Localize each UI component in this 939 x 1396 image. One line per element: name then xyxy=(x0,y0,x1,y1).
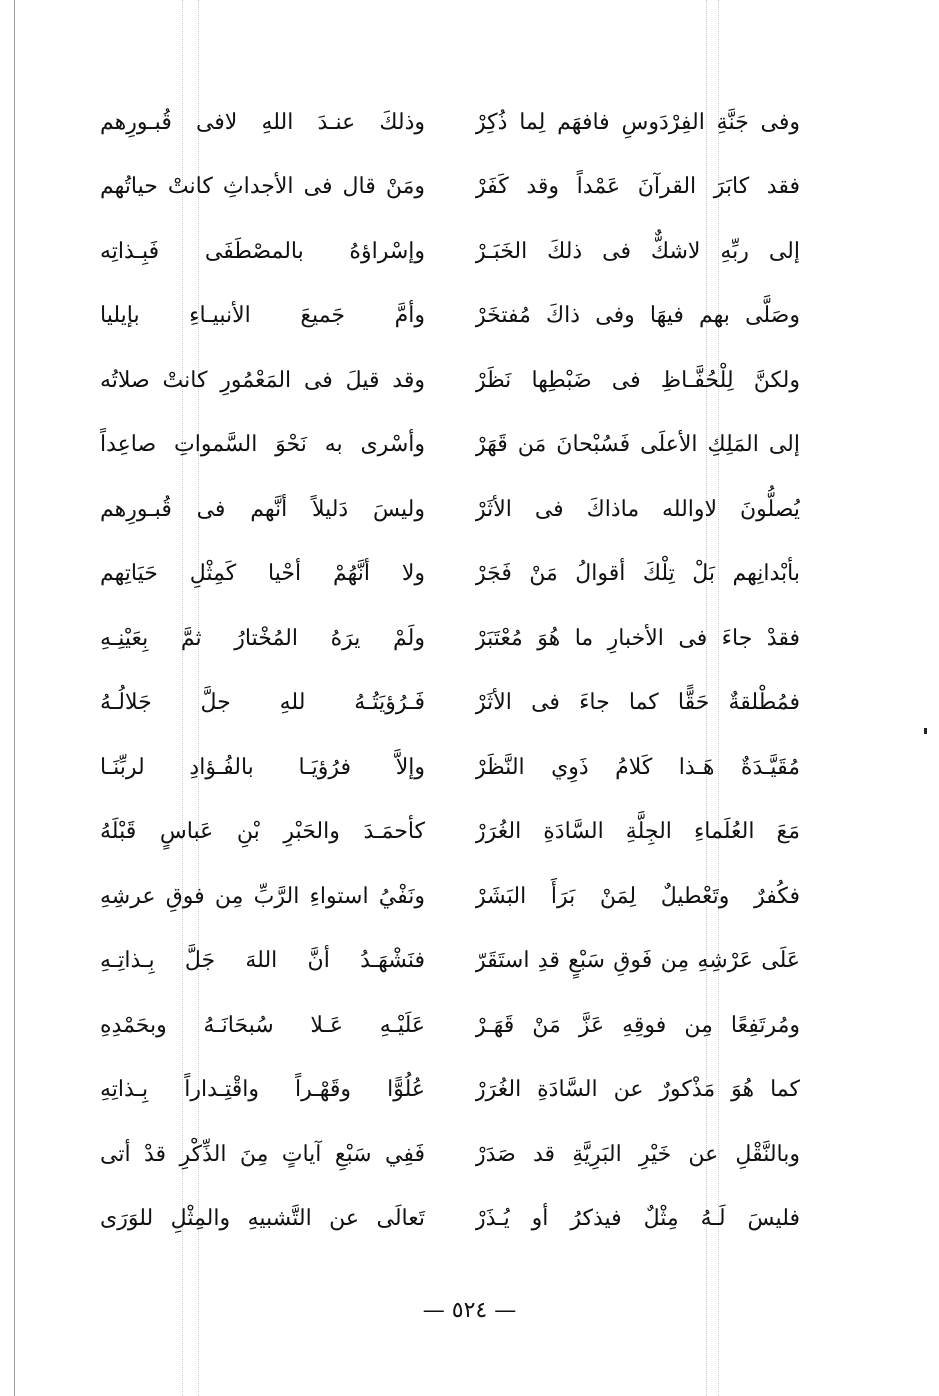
verse-right-hemistich: ومَنْ قال فى الأجداثِ كانتْ حياتُهم xyxy=(100,174,425,200)
verse-right-hemistich: وأسْرى به نَحْوَ السَّمواتِ صاعِداً xyxy=(100,432,425,458)
verse-left-hemistich: وصَلَّى بهم فيهَا وفى ذاكَ مُفتخَرْ xyxy=(475,303,800,329)
verse-right-hemistich: فَـرُؤيَتُـهُ للهِ جلَّ جَلالُـهُ xyxy=(100,690,425,716)
verse-right-hemistich: ونَفْيُ استواءِ الرَّبِّ مِن فوقِ عرشِهِ xyxy=(100,883,425,909)
verse-line xyxy=(100,934,800,988)
verse-line xyxy=(100,870,800,924)
scan-edge-line xyxy=(14,0,15,1396)
verse-right-hemistich: ولَمْ يرَهُ المُخْتارُ ثمَّ بِعَيْنِـهِ xyxy=(100,625,425,651)
verse-line xyxy=(100,225,800,279)
verse-line xyxy=(100,676,800,730)
verse-left-hemistich: يُصلُّونَ لاوالله ماذاكَ فى الأثَرْ xyxy=(475,496,800,522)
verse-line xyxy=(100,999,800,1053)
verse-line xyxy=(100,96,800,150)
verse-right-hemistich: تَعالَى عن التَّشبيهِ والمِثْلِ للوَرَى xyxy=(100,1205,425,1231)
verse-left-hemistich: فقدْ جاءَ فى الأخبارِ ما هُوَ مُعْتَبَرْ xyxy=(475,625,800,651)
verse-line xyxy=(100,483,800,537)
verse-right-hemistich: عَلَيْـهِ عَـلا سُبحَانَـهُ وبحَمْدِهِ xyxy=(100,1012,425,1038)
verse-left-hemistich: وبالنَّقْلِ عن خَيْرِ البَرِيَّةِ قد صَدَرْ xyxy=(475,1141,800,1167)
verse-line xyxy=(100,741,800,795)
verse-right-hemistich: وأمَّ جَميعَ الأنبيـاءِ بإيليا xyxy=(100,303,425,329)
verse-right-hemistich: كأحمَـدَ والحَبْرِ بْنِ عَباسٍ قَبْلَهُ xyxy=(100,819,425,845)
verse-right-hemistich: وليسَ دَليلاً أنَّهم فى قُبـورِهم xyxy=(100,496,425,522)
verse-right-hemistich: فنَشْهَـدُ أنَّ اللهَ جَلَّ بِـذاتِـهِ xyxy=(100,948,425,974)
verse-right-hemistich: وقد قيلَ فى المَعْمُورِ كانتْ صلاتُه xyxy=(100,367,425,393)
verse-left-hemistich: فكُفرٌ وتَعْطيلٌ لِمَنْ بَرَأَ البَشَرْ xyxy=(475,883,800,909)
verse-right-hemistich: ولا أنَّهُمْ أحْيا كَمِثْلِ حَيَاتِهم xyxy=(100,561,425,587)
verse-left-hemistich: مُقَيَّـدَةٌ هَـذا كَلامُ ذَوِي النَّظَرْ xyxy=(475,754,800,780)
verse-left-hemistich: وفى جَنَّةِ الفِرْدَوسِ فافهَم لِما ذُكِرْ xyxy=(475,110,800,135)
verse-right-hemistich: عُلُوًّا وقَهْـراً واقْتِـداراً بِـذاتِهِ xyxy=(100,1077,425,1103)
verse-right-hemistich: وإسْراؤهُ بالمصْطَفَى فَبِـذاتِه xyxy=(100,238,425,264)
verse-line xyxy=(100,1128,800,1182)
verse-line xyxy=(100,160,800,214)
verse-right-hemistich: وإلاَّ فرُؤيَـا بالفُـؤادِ لربِّنَـا xyxy=(100,754,425,780)
verse-left-hemistich: إلى المَلِكِ الأعلَى فَسُبْحانَ مَن قَهَرْ xyxy=(475,432,800,458)
page-number: — ٥٢٤ — xyxy=(422,1298,517,1323)
verse-left-hemistich: بأبْدانِهم بَلْ تِلْكَ أقوالُ مَنْ فَجَرْ xyxy=(475,561,800,587)
verse-line xyxy=(100,1192,800,1246)
verse-left-hemistich: عَلَى عَرْشِهِ مِن فَوقِ سَبْعٍ قدِ استَقَرّ xyxy=(475,948,800,974)
verse-line xyxy=(100,805,800,859)
verse-left-hemistich: فقد كابَرَ القرآنَ عَمْداً وقد كَفَرْ xyxy=(475,174,800,200)
verse-line xyxy=(100,547,800,601)
verse-left-hemistich: مَعَ العُلَماءِ الجِلَّةِ السَّادَةِ الغُرَرْ xyxy=(475,819,800,845)
verse-left-hemistich: إلى ربِّهِ لاشكٌّ فى ذلكَ الخَبَـرْ xyxy=(475,238,800,264)
verse-line xyxy=(100,418,800,472)
verse-right-hemistich: فَفِي سَبْعِ آياتٍ مِنَ الذِّكْرِ قدْ أتى xyxy=(100,1141,425,1167)
verse-left-hemistich: ومُرتَفِعًا مِن فوقِهِ عَزَّ مَنْ قَهَـرْ xyxy=(475,1012,800,1038)
verse-line xyxy=(100,612,800,666)
verse-left-hemistich: فمُطْلقةٌ حَقًّا كما جاءَ فى الأثَرْ xyxy=(475,690,800,716)
poem-body xyxy=(100,96,800,1246)
verse-line xyxy=(100,289,800,343)
verse-line xyxy=(100,354,800,408)
verse-left-hemistich: كما هُوَ مَذْكورٌ عن السَّادَةِ الغُرَرْ xyxy=(475,1077,800,1103)
verse-line xyxy=(100,1063,800,1117)
margin-mark xyxy=(924,728,927,734)
verse-right-hemistich: وذلكَ عنـدَ اللهِ لافى قُبـورِهم xyxy=(100,110,425,135)
verse-left-hemistich: ولكنَّ لِلْحُفَّـاظِ فى ضَبْطِها نَظَرْ xyxy=(475,367,800,393)
verse-left-hemistich: فليسَ لَـهُ مِثْلٌ فيذكرُ أو يُـذَرْ xyxy=(475,1205,800,1231)
